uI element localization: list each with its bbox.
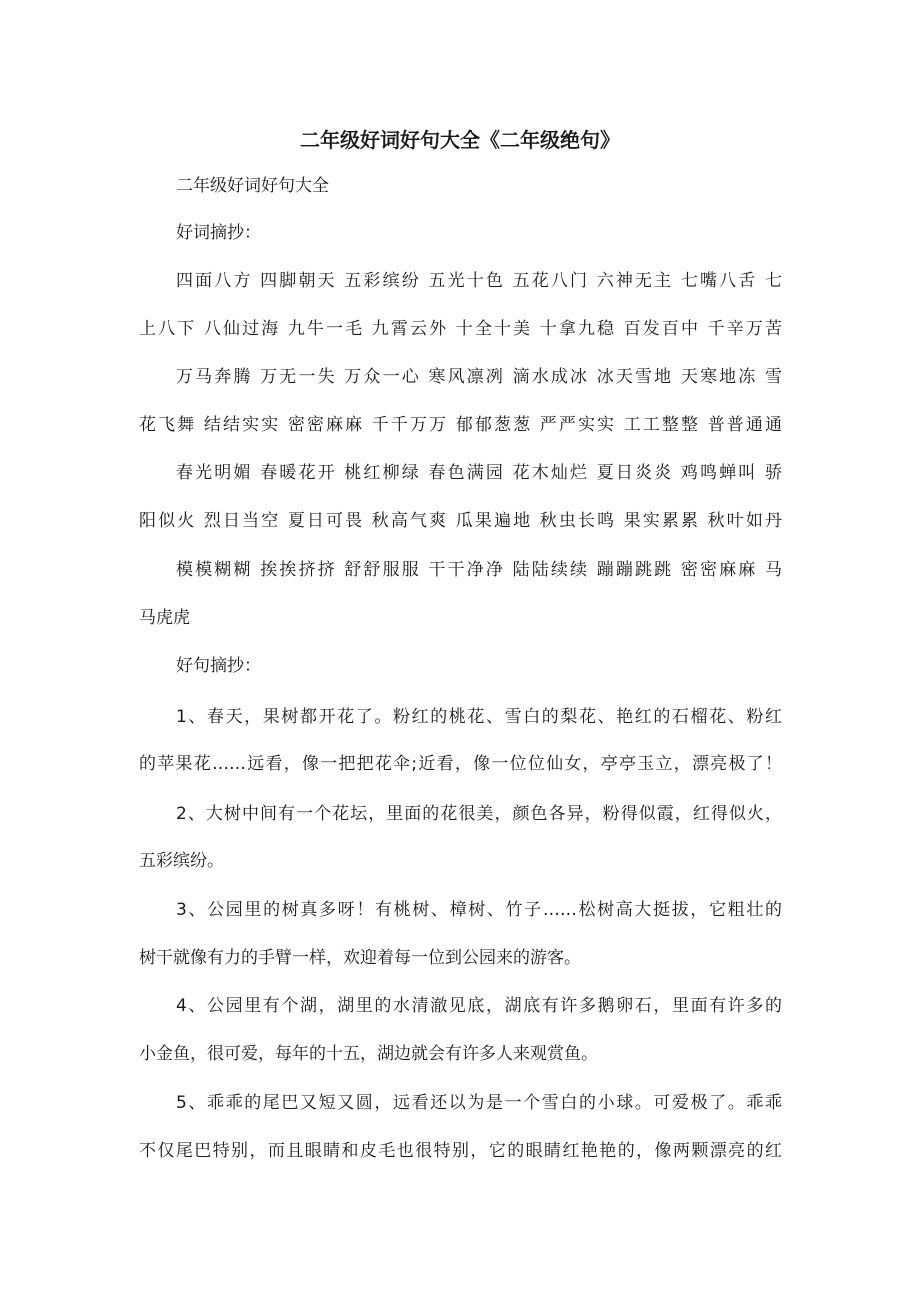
sentence-line: 2、大树中间有一个花坛，里面的花很美，颜色各异，粉得似霞，红得似火， [176, 804, 782, 824]
document-title: 二年级好词好句大全《二年级绝句》 [300, 128, 620, 152]
sentence-line: 不仅尾巴特别，而且眼睛和皮毛也很特别，它的眼睛红艳艳的，像两颗漂亮的红 [139, 1141, 782, 1161]
sentences-heading: 好句摘抄： [176, 656, 261, 676]
sentence-line: 5、乖乖的尾巴又短又圆，远看还以为是一个雪白的小球。可爱极了。乖乖 [176, 1093, 782, 1113]
word-line: 马虎虎 [139, 608, 190, 628]
word-line: 万马奔腾 万无一失 万众一心 寒风凛冽 滴水成冰 冰天雪地 天寒地冻 雪 [176, 367, 782, 387]
word-line: 阳似火 烈日当空 夏日可畏 秋高气爽 瓜果遍地 秋虫长鸣 果实累累 秋叶如丹 [139, 511, 782, 531]
sentence-line: 的苹果花……远看，像一把把花伞;近看，像一位位仙女，亭亭玉立，漂亮极了！ [139, 754, 782, 774]
word-line: 春光明媚 春暖花开 桃红柳绿 春色满园 花木灿烂 夏日炎炎 鸡鸣蝉叫 骄 [176, 463, 782, 483]
subtitle: 二年级好词好句大全 [176, 176, 329, 196]
word-line: 花飞舞 结结实实 密密麻麻 千千万万 郁郁葱葱 严严实实 工工整整 普普通通 [139, 415, 782, 435]
word-line: 模模糊糊 挨挨挤挤 舒舒服服 干干净净 陆陆续续 蹦蹦跳跳 密密麻麻 马 [176, 560, 782, 580]
sentence-line: 3、公园里的树真多呀！有桃树、樟树、竹子……松树高大挺拔，它粗壮的 [176, 900, 782, 920]
sentence-line: 1、春天，果树都开花了。粉红的桃花、雪白的梨花、艳红的石榴花、粉红 [176, 707, 782, 727]
word-line: 上八下 八仙过海 九牛一毛 九霄云外 十全十美 十拿九稳 百发百中 千辛万苦 [139, 319, 782, 339]
sentence-line: 小金鱼，很可爱，每年的十五，湖边就会有许多人来观赏鱼。 [139, 1044, 598, 1064]
sentence-line: 五彩缤纷。 [139, 851, 224, 871]
sentence-line: 树干就像有力的手臂一样，欢迎着每一位到公园来的游客。 [139, 948, 581, 968]
words-heading: 好词摘抄： [176, 223, 261, 243]
word-line: 四面八方 四脚朝天 五彩缤纷 五光十色 五花八门 六神无主 七嘴八舌 七 [176, 271, 782, 291]
sentence-line: 4、公园里有个湖，湖里的水清澈见底，湖底有许多鹅卵石，里面有许多的 [176, 996, 782, 1016]
